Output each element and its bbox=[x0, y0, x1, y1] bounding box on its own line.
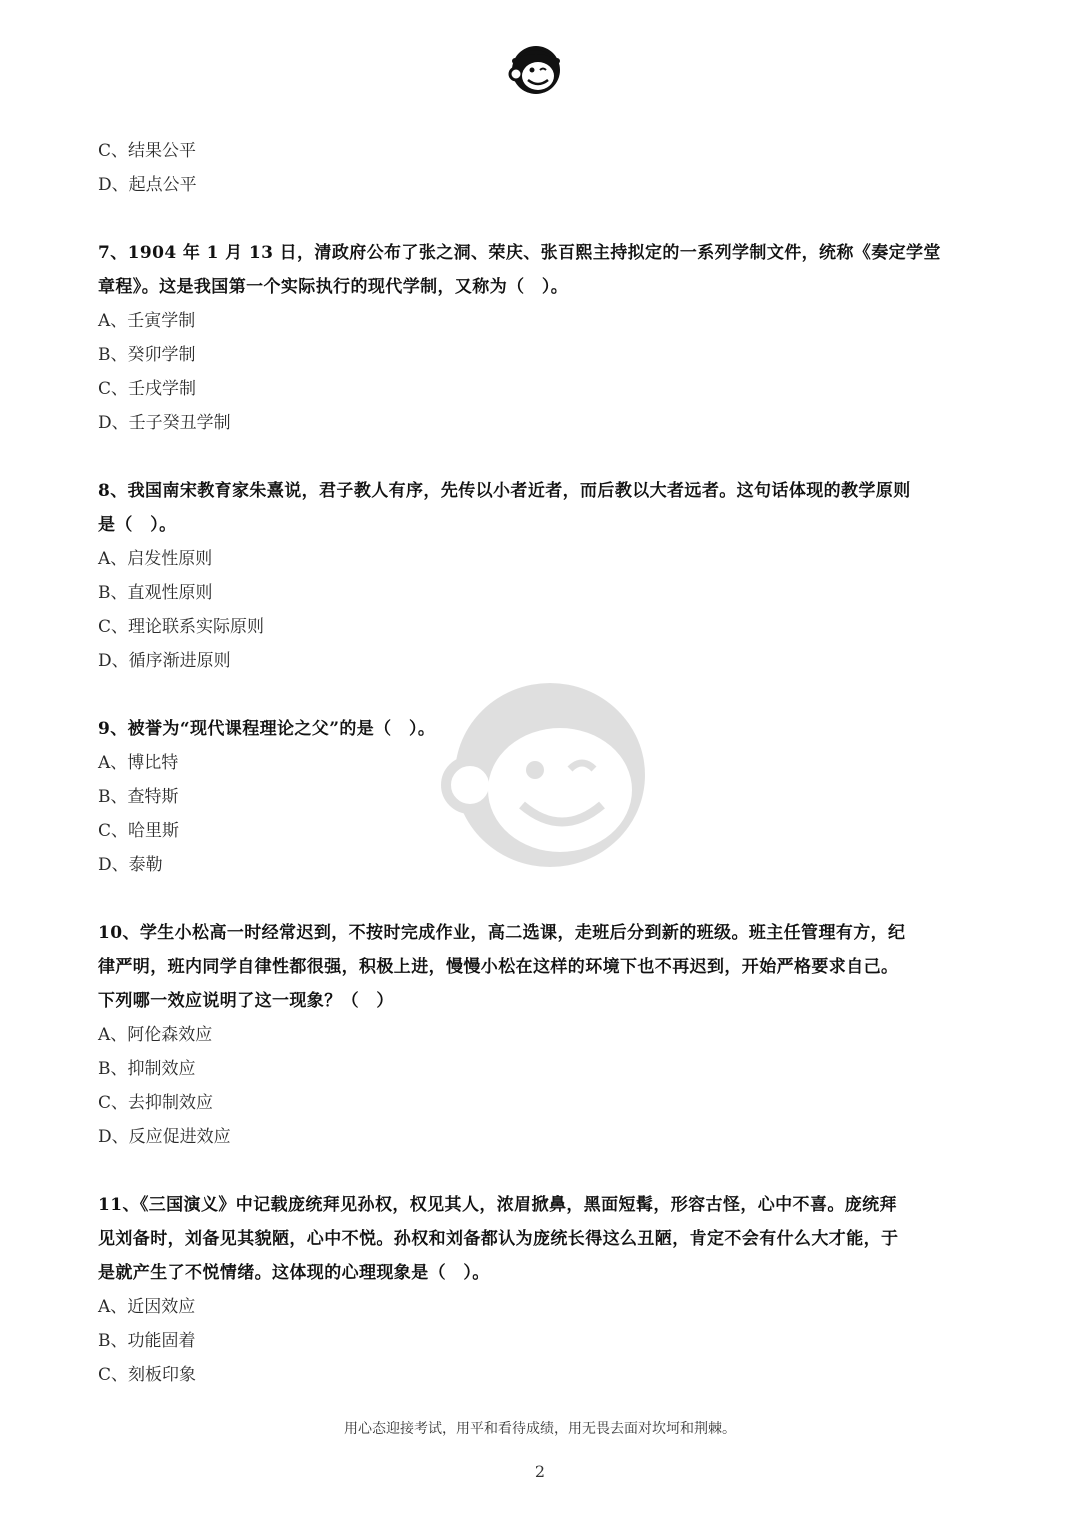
question-11-text-line-2: 见刘备时，刘备见其貌陋，心中不悦。孙权和刘备都认为庞统长得这么丑陋，肯定不会有什么大才能，于 bbox=[98, 1229, 899, 1249]
option-q10-d: D、反应促进效应 bbox=[98, 1127, 231, 1147]
question-7-text-line-2: 章程》。这是我国第一个实际执行的现代学制，又称为（ ）。 bbox=[98, 277, 569, 297]
footer-motto: 用心态迎接考试，用平和看待成绩，用无畏去面对坎坷和荆棘。 bbox=[344, 1421, 736, 1437]
question-11-text-line-1: 11、《三国演义》中记载庞统拜见孙权，权见其人，浓眉掀鼻，黑面短髯，形容古怪，心中不喜。庞统拜 bbox=[98, 1195, 897, 1215]
option-q9-c: C、哈里斯 bbox=[98, 821, 180, 841]
option-q11-a: A、近因效应 bbox=[98, 1297, 196, 1317]
option-q9-a: A、博比特 bbox=[98, 753, 179, 773]
question-10-text-line-2: 律严明，班内同学自律性都很强，积极上进，慢慢小松在这样的环境下也不再迟到，开始严格要求自己。 bbox=[98, 957, 899, 977]
option-q8-c: C、理论联系实际原则 bbox=[98, 617, 265, 637]
option-q8-b: B、直观性原则 bbox=[98, 583, 213, 603]
page-number: 2 bbox=[534, 1462, 546, 1481]
option-q10-a: A、阿伦森效应 bbox=[98, 1025, 213, 1045]
question-10-text-line-1: 10、学生小松高一时经常迟到，不按时完成作业，高二选课，走班后分到新的班级。班主任管理有方，纪 bbox=[98, 923, 906, 943]
question-8-text-line-1: 8、我国南宋教育家朱熹说，君子教人有序，先传以小者近者，而后教以大者远者。这句话体现的教学原则 bbox=[98, 481, 911, 501]
option-q7-a: A、壬寅学制 bbox=[98, 311, 196, 331]
option-q8-a: A、启发性原则 bbox=[98, 549, 213, 569]
question-11-text-line-3: 是就产生了不悦情绪。这体现的心理现象是（ ）。 bbox=[98, 1263, 490, 1283]
question-8-text-line-2: 是（ ）。 bbox=[98, 515, 177, 535]
monkey-mascot-icon bbox=[504, 36, 568, 100]
option-q10-c: C、去抑制效应 bbox=[98, 1093, 214, 1113]
option-q6-d: D、起点公平 bbox=[98, 175, 197, 195]
question-10-text-line-3: 下列哪一效应说明了这一现象？（ ） bbox=[98, 991, 394, 1011]
option-q7-d: D、壬子癸丑学制 bbox=[98, 413, 231, 433]
question-7-text-line-1: 7、1904 年 1 月 13 日，清政府公布了张之洞、荣庆、张百熙主持拟定的一系列学制文件，统称《奏定学堂 bbox=[98, 243, 941, 263]
option-q11-c: C、刻板印象 bbox=[98, 1365, 197, 1385]
option-q11-b: B、功能固着 bbox=[98, 1331, 196, 1351]
option-q10-b: B、抑制效应 bbox=[98, 1059, 196, 1079]
option-q6-c: C、结果公平 bbox=[98, 141, 197, 161]
monkey-mascot-watermark-icon bbox=[430, 665, 660, 870]
option-q7-b: B、癸卯学制 bbox=[98, 345, 196, 365]
option-q7-c: C、壬戌学制 bbox=[98, 379, 197, 399]
option-q9-d: D、泰勒 bbox=[98, 855, 163, 875]
option-q9-b: B、查特斯 bbox=[98, 787, 179, 807]
question-9-text-line-1: 9、被誉为“现代课程理论之父”的是（ ）。 bbox=[98, 719, 436, 739]
option-q8-d: D、循序渐进原则 bbox=[98, 651, 231, 671]
